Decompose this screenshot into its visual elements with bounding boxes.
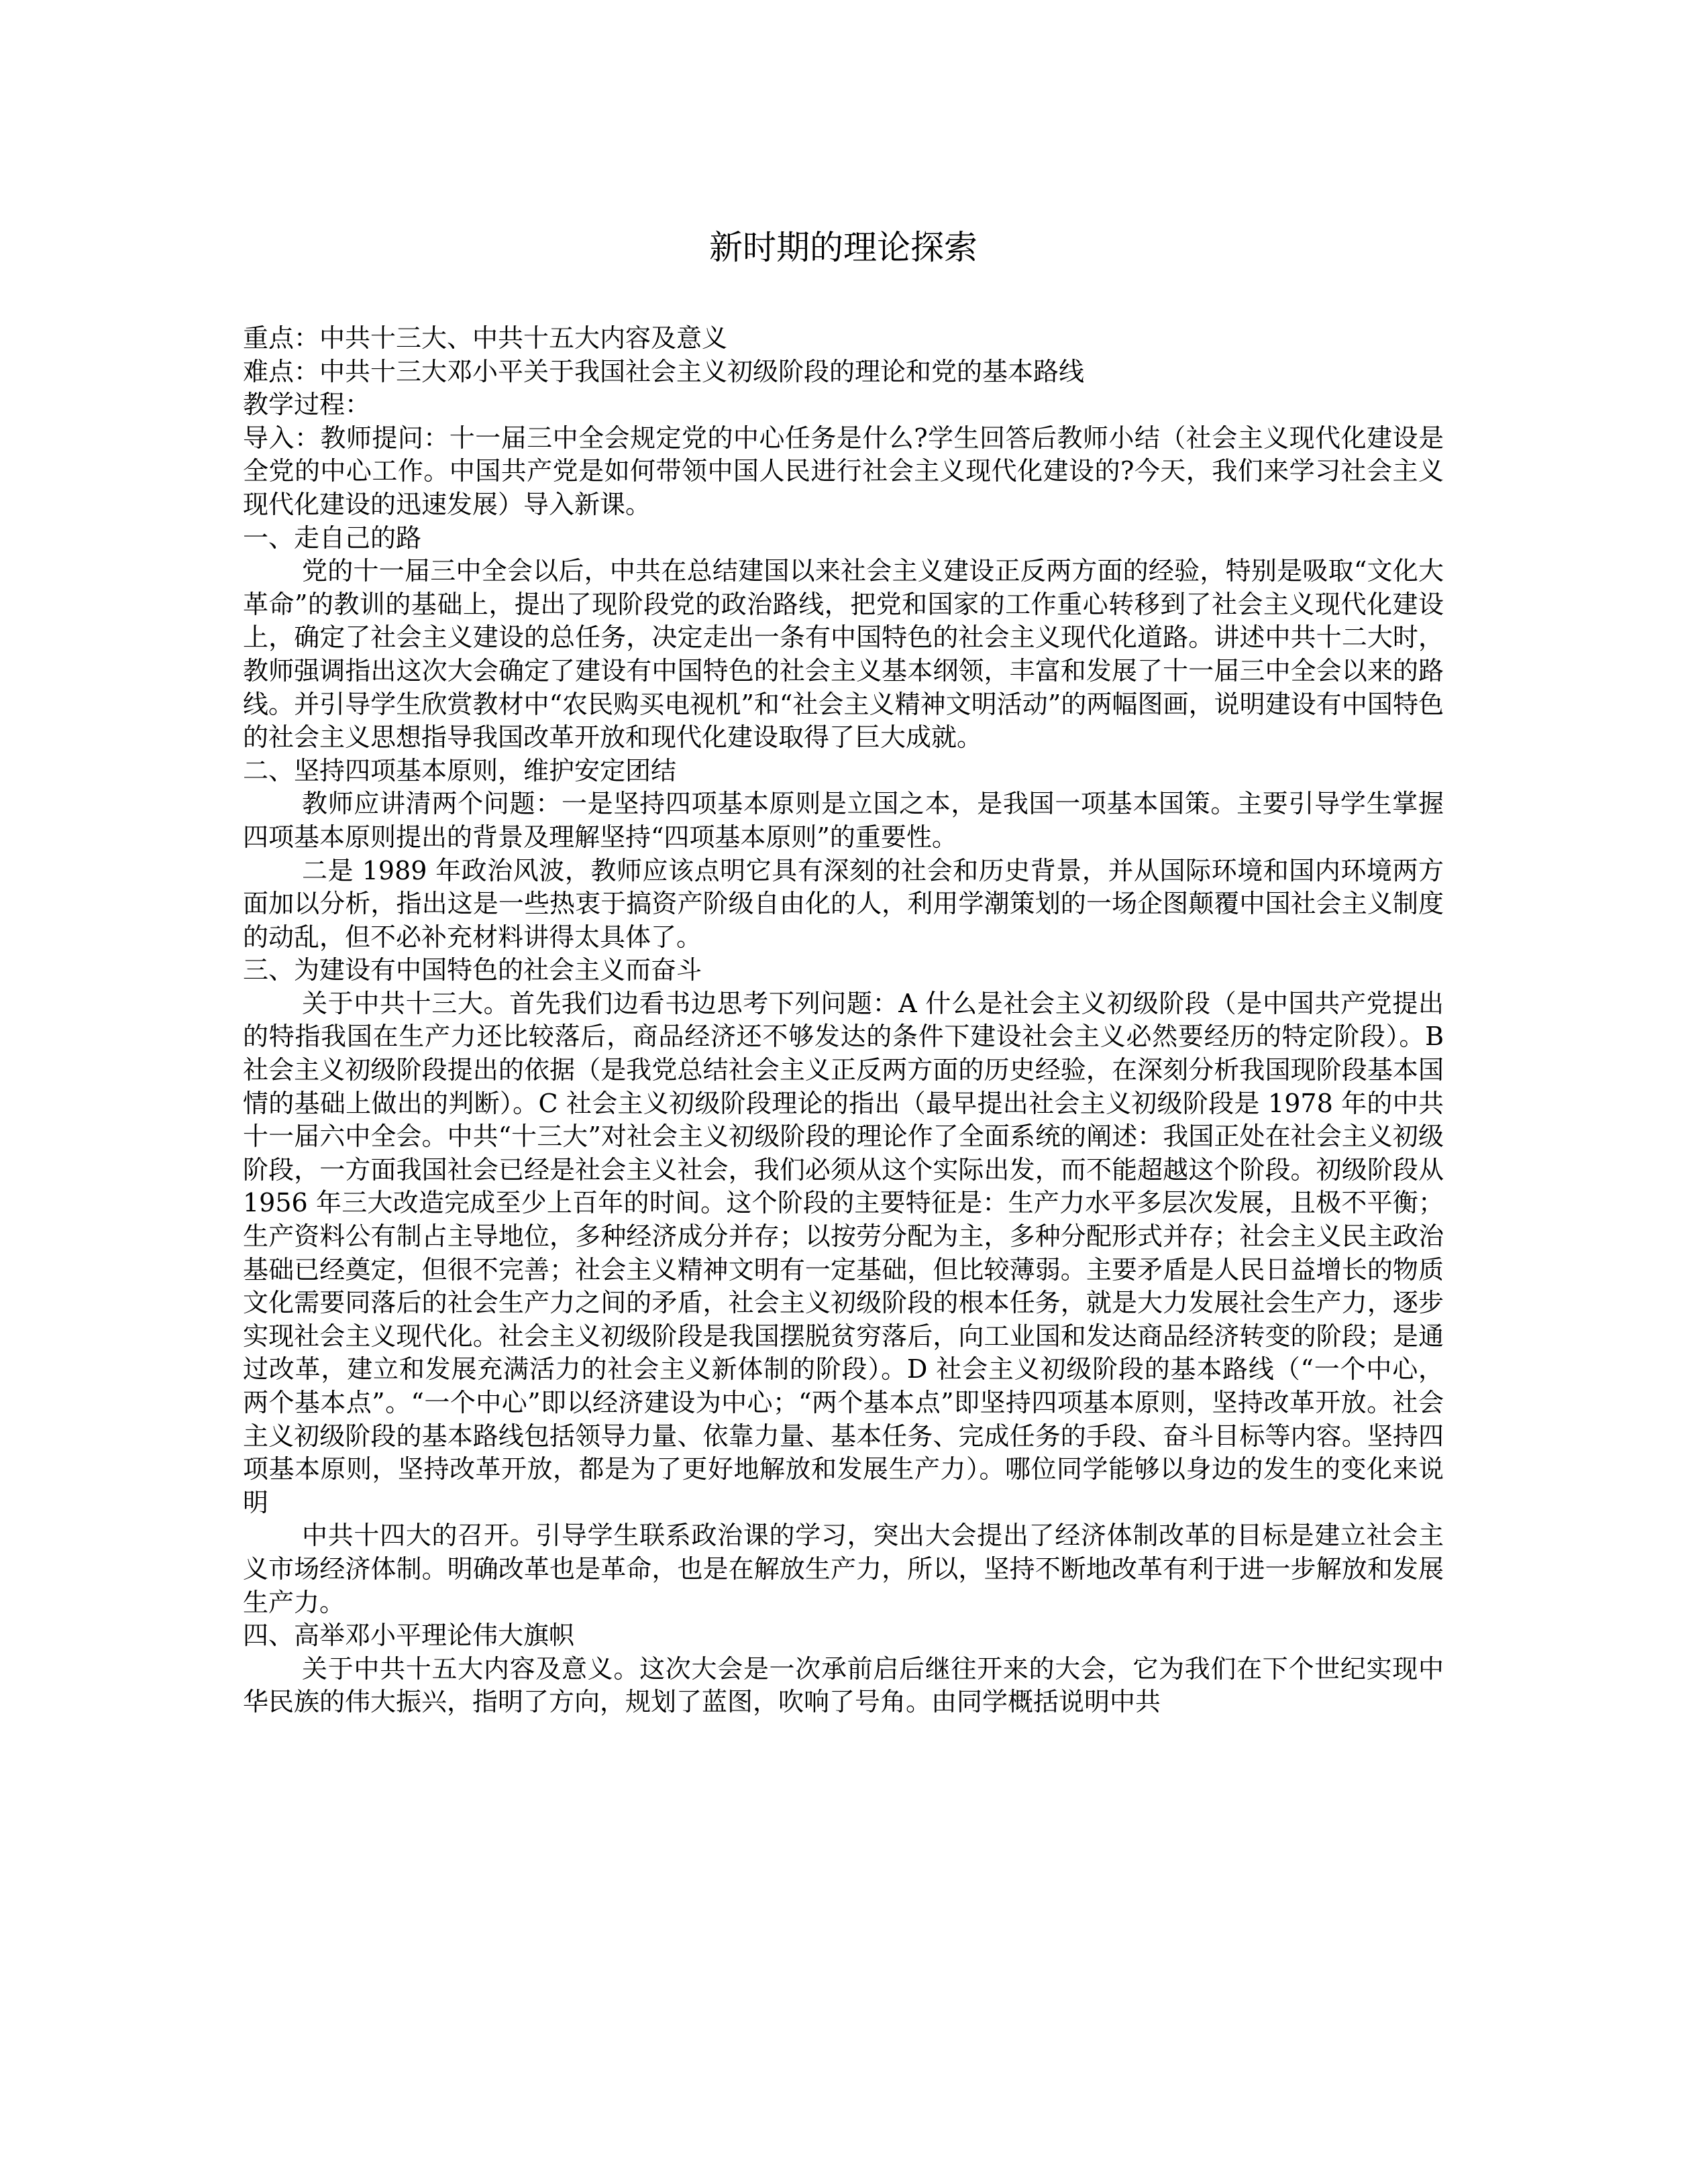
section-paragraph: 党的十一届三中全会以后，中共在总结建国以来社会主义建设正反两方面的经验，特别是吸取“文化大革命”的教训的基础上，提出了现阶段党的政治路线，把党和国家的工作重心转移到了社会主义现代化建设上，确定了社会主义建设的总任务，决定走出一条有中国特色的社会主义现代化道路。讲述中共十二大时，教师强调指出这次大会确定了建设有中国特色的社会主义基本纲领，丰富和发展了十一届三中全会以来的路线。并引导学生欣赏教材中“农民购买电视机”和“社会主义精神文明活动”的两幅图画，说明建设有中国特色的社会主义思想指导我国改革开放和现代化建设取得了巨大成就。 (243, 556, 1444, 753)
document-body (243, 322, 1444, 1719)
section-paragraph: 关于中共十五大内容及意义。这次大会是一次承前启后继往开来的大会，它为我们在下个世纪实现中华民族的伟大振兴，指明了方向，规划了蓝图，吹响了号角。由同学概括说明中共 (243, 1653, 1444, 1717)
section-paragraph: 二是 1989 年政治风波，教师应该点明它具有深刻的社会和历史背景，并从国际环境和国内环境两方面加以分析，指出这是一些热衷于搞资产阶级自由化的人，利用学潮策划的一场企图颠覆中国社会主义制度的动乱，但不必补充材料讲得太具体了。 (243, 855, 1444, 952)
section-heading: 四、高举邓小平理论伟大旗帜 (243, 1621, 575, 1651)
process-label: 教学过程： (243, 390, 371, 420)
difficult-point-line: 难点：中共十三大邓小平关于我国社会主义初级阶段的理论和党的基本路线 (243, 356, 1085, 386)
section-heading: 二、坚持四项基本原则，维护安定团结 (243, 755, 677, 785)
section-paragraph: 关于中共十三大。首先我们边看书边思考下列问题：A 什么是社会主义初级阶段（是中国共产党提出的特指我国在生产力还比较落后，商品经济还不够发达的条件下建设社会主义必然要经历的特定阶段）。B 社会主义初级阶段提出的依据（是我党总结社会主义正反两方面的历史经验，在深刻分析我国现阶段基本国情的基础上做出的判断）。C 社会主义初级阶段理论的指出（最早提出社会主义初级阶段是 1978 年的中共十一届六中全会。中共“十三大”对社会主义初级阶段的理论作了全面系统的阐述：我国正处在社会主义初级阶段，一方面我国社会已经是社会主义社会，我们必须从这个实际出发，而不能超越这个阶段。初级阶段从 1956 年三大改造完成至少上百年的时间。这个阶段的主要特征是：生产力水平多层次发展，且极不平衡；生产资料公有制占主导地位，多种经济成分并存；以按劳分配为主，多种分配形式并存；社会主义民主政治基础已经奠定，但很不完善；社会主义精神文明有一定基础，但比较薄弱。主要矛盾是人民日益增长的物质文化需要同落后的社会生产力之间的矛盾，社会主义初级阶段的根本任务，就是大力发展社会生产力，逐步实现社会主义现代化。社会主义初级阶段是我国摆脱贫穷落后，向工业国和发达商品经济转变的阶段；是通过改革，建立和发展充满活力的社会主义新体制的阶段）。D 社会主义初级阶段的基本路线（“一个中心，两个基本点”。“一个中心”即以经济建设为中心；“两个基本点”即坚持四项基本原则，坚持改革开放。社会主义初级阶段的基本路线包括领导力量、依靠力量、基本任务、完成任务的手段、奋斗目标等内容。坚持四项基本原则，坚持改革开放，都是为了更好地解放和发展生产力）。哪位同学能够以身边的发生的变化来说明 (243, 988, 1444, 1517)
section-paragraph: 教师应讲清两个问题：一是坚持四项基本原则是立国之本，是我国一项基本国策。主要引导学生掌握四项基本原则提出的背景及理解坚持“四项基本原则”的重要性。 (243, 789, 1444, 852)
section-paragraph: 中共十四大的召开。引导学生联系政治课的学习，突出大会提出了经济体制改革的目标是建立社会主义市场经济体制。明确改革也是革命，也是在解放生产力，所以，坚持不断地改革有利于进一步解放和发展生产力。 (243, 1521, 1444, 1617)
section-heading: 一、走自己的路 (243, 523, 422, 553)
key-point-line: 重点：中共十三大、中共十五大内容及意义 (243, 323, 728, 353)
page-title: 新时期的理论探索 (709, 228, 978, 267)
intro-paragraph: 导入：教师提问：十一届三中全会规定党的中心任务是什么?学生回答后教师小结（社会主义现代化建设是全党的中心工作。中国共产党是如何带领中国人民进行社会主义现代化建设的?今天，我们来学习社会主义现代化建设的迅速发展）导入新课。 (243, 423, 1444, 519)
section-heading: 三、为建设有中国特色的社会主义而奋斗 (243, 955, 702, 985)
